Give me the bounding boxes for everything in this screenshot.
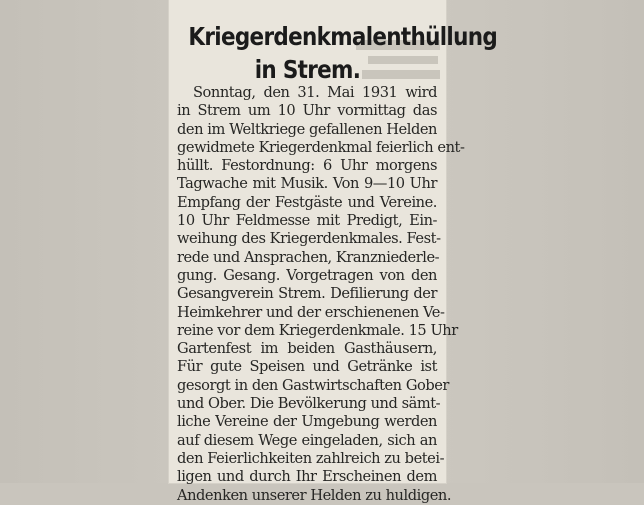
body-line: reine vor dem Kriegerdenkmale. 15 Uhr [177, 321, 458, 339]
body-line: Tagwache mit Musik. Von 9—10 Uhr [177, 175, 437, 193]
newspaper-clipping [169, 0, 498, 504]
article-headline [188, 20, 498, 86]
body-line: gesorgt in den Gastwirtschaften Gober [177, 376, 449, 394]
body-line: liche Vereine der Umgebung werden [177, 413, 437, 431]
body-line: hüllt. Festordnung: 6 Uhr morgens [177, 157, 437, 175]
headline-line-1: Kriegerdenkmalenthüllung [188, 21, 498, 51]
body-line: Gesangverein Strem. Defilierung der [177, 285, 437, 303]
body-line: den Feierlichkeiten zahlreich zu betei- [177, 449, 445, 467]
body-line: ligen und durch Ihr Erscheinen dem [177, 468, 437, 486]
body-line: gung. Gesang. Vorgetragen von den [177, 266, 437, 284]
body-line: und Ober. Die Bevölkerung und sämt- [177, 395, 441, 413]
body-line: in Strem um 10 Uhr vormittag das [177, 102, 437, 120]
body-line: Gartenfest im beiden Gasthäusern, [177, 340, 437, 358]
body-line: 10 Uhr Feldmesse mit Predigt, Ein- [177, 212, 437, 230]
body-line: weihung des Kriegerdenkmales. Fest- [177, 230, 441, 248]
body-line: rede und Ansprachen, Kranzniederle- [177, 248, 440, 266]
body-line: auf diesem Wege eingeladen, sich an [177, 431, 437, 449]
article-body [177, 84, 465, 505]
body-line: Heimkehrer und der erschienenen Ve- [177, 303, 445, 321]
body-line: Sonntag, den 31. Mai 1931 wird [193, 84, 437, 101]
body-line: den im Weltkriege gefallenen Helden [177, 120, 437, 138]
body-line: Für gute Speisen und Getränke ist [177, 358, 437, 376]
body-line: Andenken unserer Helden zu huldigen. [177, 486, 452, 504]
headline-line-2: in Strem. [254, 54, 361, 84]
body-line: gewidmete Kriegerdenkmal feierlich ent- [177, 138, 465, 156]
body-line: Empfang der Festgäste und Vereine. [177, 193, 437, 211]
